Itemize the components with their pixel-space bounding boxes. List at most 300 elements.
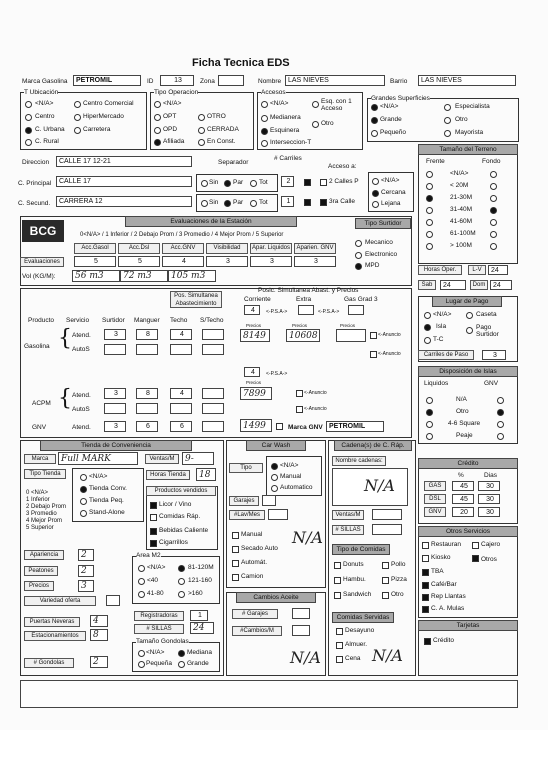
acpm-stecho-field[interactable]	[202, 388, 224, 399]
servida-check[interactable]	[336, 642, 343, 649]
gas-corriente-precio[interactable]: 8149	[240, 329, 270, 342]
acc-opt: Otro	[321, 120, 334, 127]
acpm-label: ACPM	[32, 400, 51, 407]
islas-liq-radio[interactable]	[426, 421, 433, 428]
carriles-paso-label: Carriles de Paso	[418, 350, 474, 360]
tienda-title: Tienda de Conveniencia	[40, 440, 192, 451]
op-radio[interactable]	[198, 139, 205, 146]
eval-value[interactable]: 3	[250, 256, 292, 267]
acceso-radio-lejana[interactable]	[372, 201, 379, 208]
gas-anuncio-check[interactable]	[370, 332, 377, 339]
acc-opt: Esq. con 1 Acceso	[321, 98, 352, 112]
gond-radio[interactable]	[138, 661, 145, 668]
gas-surtidor-field[interactable]: 3	[104, 329, 126, 340]
otros-check-tba[interactable]	[422, 569, 429, 576]
surt-radio-electronico[interactable]	[355, 252, 362, 259]
productos-title: Productos vendidos	[146, 486, 216, 496]
islas-opt: 4-6 Square	[448, 420, 481, 427]
cambios-mes-label: #Cambios/M	[232, 626, 282, 636]
comida-check[interactable]	[334, 577, 341, 584]
area-radio[interactable]	[178, 591, 185, 598]
cw-lavmes-label: #Lav/Mes	[229, 510, 265, 520]
sep-opt: Tot	[259, 179, 268, 186]
grandes-title: Grandes Superficies	[371, 95, 430, 102]
check-tercera[interactable]	[320, 199, 327, 206]
registradoras-field[interactable]: 1	[190, 610, 208, 621]
horas-tienda-field[interactable]: 18	[196, 468, 216, 481]
ubic-radio-na[interactable]	[25, 101, 32, 108]
cw-check[interactable]	[232, 532, 239, 539]
tienda-scale-item: 0 <N/A>	[26, 490, 49, 496]
fondo-radio[interactable]	[490, 183, 497, 190]
gas-autos-surt[interactable]	[104, 344, 126, 355]
ubic-radio-hiper[interactable]	[74, 114, 81, 121]
col-techo: Techo	[170, 317, 188, 324]
area-opt: 41-80	[147, 590, 164, 597]
posic-label: Posic. Simultanea Abast. y Precios	[258, 287, 359, 294]
corriente-label: Corriente	[244, 296, 271, 303]
otros-opt: Otros	[481, 556, 497, 563]
eval-header: Acc.Gasol	[74, 243, 116, 254]
op-radio[interactable]	[198, 127, 205, 134]
vol-field-1[interactable]: 56 m3	[72, 270, 120, 282]
op-radio[interactable]	[154, 101, 161, 108]
fondo-radio[interactable]	[490, 231, 497, 238]
acpm-autos-techo[interactable]	[170, 403, 192, 414]
gas-stecho-field[interactable]	[202, 329, 224, 340]
cw-garajes-label: Garajes	[229, 496, 259, 506]
cw-handwritten-na: N/A	[292, 528, 323, 547]
comida-opt: Donuts	[343, 561, 364, 568]
nombre-field[interactable]: LAS NIEVES	[285, 75, 385, 86]
gs-radio[interactable]	[371, 104, 378, 111]
gond-opt: Grande	[187, 660, 209, 667]
cambios-garajes-field[interactable]	[292, 608, 310, 619]
islas-gnv-radio[interactable]	[497, 397, 504, 404]
otros-check[interactable]	[422, 555, 429, 562]
gas-manguer-field[interactable]: 8	[136, 329, 158, 340]
prod-check-bebidas[interactable]	[150, 528, 157, 535]
gs-radio[interactable]	[444, 104, 451, 111]
bcg-logo: BCG	[22, 220, 64, 242]
page-title: Ficha Tecnica EDS	[192, 57, 290, 69]
carwash-title: Car Wash	[246, 440, 306, 451]
eval-value[interactable]: 5	[118, 256, 160, 267]
gas-g3-precio[interactable]	[336, 329, 366, 342]
marca-gnv-field[interactable]: PETROMIL	[326, 421, 384, 432]
gas-extra-pos-field[interactable]	[298, 305, 314, 315]
credito-pct-field[interactable]: 45	[452, 481, 474, 491]
sep-opt: Sin	[209, 199, 219, 206]
acc-radio[interactable]	[261, 140, 268, 147]
principal-field[interactable]: CALLE 17	[56, 176, 192, 187]
gond-radio-mediana[interactable]	[178, 650, 185, 657]
horas-oper-label: Horas Oper.	[418, 265, 462, 275]
islas-gnv-radio[interactable]	[497, 409, 504, 416]
sep1-radio-tot[interactable]	[250, 180, 257, 187]
sep-opt: Tot	[259, 199, 268, 206]
gnv-anuncio-check[interactable]	[276, 423, 283, 430]
gnv-techo-field[interactable]: 6	[170, 421, 192, 432]
credito-pct-field[interactable]: 20	[452, 507, 474, 517]
acpm-autos-mang[interactable]	[136, 403, 158, 414]
sep1-radio-sin[interactable]	[201, 180, 208, 187]
tienda-scale-item: 2 Debajo Prom	[26, 504, 67, 510]
ubic-radio-urbana[interactable]	[25, 127, 32, 134]
horas-tienda-label: Horas Tienda	[146, 470, 190, 480]
acceso-radio-na[interactable]	[372, 178, 379, 185]
cw-check-label: Manual	[241, 531, 263, 538]
frente-radio[interactable]	[426, 243, 433, 250]
direccion-field[interactable]: CALLE 17 12-21	[56, 156, 192, 167]
eval-row-label: Evaluaciones	[20, 257, 64, 267]
autos-label: AutoS	[72, 406, 90, 413]
estanc-field[interactable]: 8	[90, 629, 108, 641]
gas-pos-field[interactable]: 4	[244, 305, 260, 315]
liquidos-label: Liquidos	[424, 380, 449, 387]
gnv-label: GNV	[484, 380, 499, 387]
col-producto: Producto	[28, 317, 55, 324]
registradoras-label: Registradoras	[134, 611, 184, 621]
gs-radio[interactable]	[371, 130, 378, 137]
gs-radio[interactable]	[444, 117, 451, 124]
otros-check-llantas[interactable]	[422, 594, 429, 601]
peatones-label: Peatones	[24, 566, 58, 576]
credito-dias-field[interactable]: 30	[478, 494, 500, 504]
op-radio[interactable]	[198, 114, 205, 121]
anuncio-label: <-Anuncio	[378, 332, 401, 338]
cw-radio-manual[interactable]	[271, 474, 278, 481]
eval-value[interactable]: 4	[162, 256, 204, 267]
prod-check-cigarrillos[interactable]	[150, 540, 157, 547]
sep2-radio-par[interactable]	[224, 200, 231, 207]
eval-value[interactable]: 5	[74, 256, 116, 267]
acc-radio[interactable]	[312, 101, 319, 108]
check-tercera-a[interactable]	[304, 199, 311, 206]
peatones-field[interactable]: 2	[78, 565, 94, 577]
gas-g3-pos-field[interactable]	[348, 305, 364, 315]
tt-radio[interactable]	[80, 498, 87, 505]
gs-opt: Mayorista	[455, 129, 484, 136]
cw-check[interactable]	[232, 560, 239, 567]
tt-opt: <N/A>	[89, 473, 108, 480]
terreno-size-label: 21-30M	[450, 194, 473, 201]
fondo-radio[interactable]	[490, 207, 497, 214]
n-gondolas-field[interactable]: 2	[90, 656, 108, 668]
terreno-size-label: 61-100M	[450, 230, 476, 237]
gas-extra-precio[interactable]: 10608	[286, 329, 320, 342]
pago-radio[interactable]	[424, 312, 431, 319]
carriles-1-field[interactable]: 2	[281, 176, 294, 187]
fondo-label: Fondo	[482, 158, 501, 165]
fondo-radio[interactable]	[490, 243, 497, 250]
gs-opt: Pequeño	[380, 129, 407, 136]
ubic-radio-cc[interactable]	[74, 101, 81, 108]
tipo-surtidor-title: Tipo Surtidor	[355, 218, 411, 229]
precios-tienda-field[interactable]: 3	[78, 580, 94, 592]
op-radio[interactable]	[154, 127, 161, 134]
eval-header: Acc.Dsl	[118, 243, 160, 254]
acc-radio[interactable]	[261, 101, 268, 108]
comida-check[interactable]	[334, 592, 341, 599]
acpm-techo-field[interactable]: 4	[170, 388, 192, 399]
carriles-2-field[interactable]: 1	[281, 196, 294, 207]
acpm-autos-stecho[interactable]	[202, 403, 224, 414]
area-radio-81[interactable]	[178, 565, 185, 572]
gnv-precio[interactable]: 1499	[240, 419, 272, 432]
vol-label: Vol (KG/M):	[22, 273, 56, 280]
area-radio[interactable]	[138, 591, 145, 598]
col-surtidor: Surtidor	[102, 317, 125, 324]
cw-check[interactable]	[232, 546, 239, 553]
sab-field[interactable]: 24	[440, 280, 466, 290]
gond-opt: Pequeña	[146, 660, 173, 667]
acpm-anuncio-check-2[interactable]	[296, 406, 303, 413]
fondo-radio[interactable]	[490, 171, 497, 178]
surt-opt: Mecanico	[365, 239, 393, 246]
acpm-pos-field[interactable]: 4	[244, 367, 260, 377]
cw-radio-na[interactable]	[271, 463, 278, 470]
cadena-title: Cadena(s) de C. Ráp.	[334, 440, 412, 451]
pago-opt: Pago Surtidor	[476, 324, 499, 338]
tarjeta-credito-check[interactable]	[424, 638, 431, 645]
ubic-opt: Centro Comercial	[83, 100, 134, 107]
acc-radio-esquinera[interactable]	[261, 128, 268, 135]
acpm-surtidor-field[interactable]: 3	[104, 388, 126, 399]
islas-title: Disposición de Islas	[418, 366, 518, 377]
carriles-paso-field[interactable]: 3	[482, 350, 506, 360]
cw-check[interactable]	[232, 574, 239, 581]
pago-radio[interactable]	[466, 327, 473, 334]
islas-gnv-radio[interactable]	[497, 433, 504, 440]
servida-opt: Almuer.	[345, 641, 368, 648]
credito-pct-field[interactable]: 45	[452, 494, 474, 504]
tt-opt: Tienda Peq.	[89, 497, 124, 504]
apariencia-label: Apariencia	[24, 550, 64, 560]
sep2-radio-tot[interactable]	[250, 200, 257, 207]
tt-radio[interactable]	[80, 474, 87, 481]
anuncio-label: <-Anuncio	[304, 390, 327, 396]
col-servicio: Servicio	[66, 317, 90, 324]
atend-label: Atend.	[72, 332, 91, 339]
otros-check-otros[interactable]	[472, 555, 479, 562]
frente-radio[interactable]	[426, 171, 433, 178]
acceso-opt: <N/A>	[381, 177, 400, 184]
op-radio-afiliada[interactable]	[154, 139, 161, 146]
marca-field[interactable]: PETROMIL	[73, 75, 141, 86]
check-calles-p[interactable]	[320, 179, 327, 186]
frente-radio[interactable]	[426, 207, 433, 214]
calles-p-label: 2 Calles P	[329, 178, 359, 185]
area-opt: >160	[188, 590, 203, 597]
gond-radio[interactable]	[178, 661, 185, 668]
area-radio[interactable]	[178, 578, 185, 585]
servida-check[interactable]	[336, 628, 343, 635]
otros-opt: Rep Llantas	[431, 593, 466, 600]
terreno-size-label: 31-40M	[450, 206, 473, 213]
pago-radio[interactable]	[424, 337, 431, 344]
frente-radio[interactable]	[426, 219, 433, 226]
gas-anuncio-check-2[interactable]	[370, 351, 377, 358]
cw-tipo-label: Tipo	[229, 463, 263, 473]
psa-label: <-P.S.A->	[266, 371, 288, 377]
precios-label: Precios	[340, 323, 356, 328]
gond-opt: <N/A>	[146, 649, 165, 656]
tipo-operacion-title: Tipo Operacion	[154, 89, 199, 96]
op-radio[interactable]	[154, 114, 161, 121]
comidas-servidas-title: Comidas Servidas	[332, 612, 394, 623]
apariencia-field[interactable]: 2	[78, 549, 94, 561]
variedad-field[interactable]	[106, 595, 120, 606]
vol-field-2[interactable]: 72 m3	[120, 270, 168, 282]
credito-dias-field[interactable]: 30	[478, 507, 500, 517]
comida-check[interactable]	[382, 562, 389, 569]
marca-tienda-label: Marca	[24, 454, 56, 464]
atend-label: Atend.	[72, 424, 91, 431]
comida-opt: Pollo	[391, 561, 406, 568]
cw-garajes-field[interactable]	[262, 495, 276, 506]
lv-field[interactable]: 24	[488, 265, 508, 275]
acpm-manguer-field[interactable]: 8	[136, 388, 158, 399]
cambios-mes-field[interactable]	[292, 625, 310, 636]
islas-liq-radio[interactable]	[426, 409, 433, 416]
eval-value[interactable]: 3	[206, 256, 248, 267]
tt-radio[interactable]	[80, 510, 87, 517]
islas-gnv-radio[interactable]	[497, 421, 504, 428]
acceso-radio-cercana[interactable]	[372, 190, 379, 197]
fondo-radio[interactable]	[490, 195, 497, 202]
brace-gasolina: {	[58, 326, 72, 351]
surt-radio-mecanico[interactable]	[355, 240, 362, 247]
gas-autos-mang[interactable]	[136, 344, 158, 355]
vol-field-3[interactable]: 105 m3	[168, 270, 216, 282]
cadena-nombre-label: Nombre cadenas:	[332, 456, 386, 466]
otros-check-cafe[interactable]	[422, 582, 429, 589]
acpm-anuncio-check[interactable]	[296, 390, 303, 397]
cadena-sillas-field[interactable]	[372, 524, 402, 535]
tt-opt: Stand-Alone	[89, 509, 125, 516]
cw-check-label: Secado Auto	[241, 545, 278, 552]
grad3-label: Gas Grad 3	[344, 296, 378, 303]
cw-opt: <N/A>	[280, 462, 299, 469]
ubic-radio-carretera[interactable]	[74, 127, 81, 134]
acpm-precio[interactable]: 7899	[240, 387, 272, 400]
comida-check[interactable]	[382, 592, 389, 599]
otros-opt: TBA	[431, 568, 444, 575]
tienda-scale-item: 3 Promedio	[26, 511, 57, 517]
ventas-field[interactable]: 9-	[182, 452, 214, 465]
zona-field[interactable]	[218, 75, 244, 86]
gs-opt: Otro	[455, 116, 468, 123]
gnv-surtidor-field[interactable]: 3	[104, 421, 126, 432]
acc-radio[interactable]	[312, 121, 319, 128]
credito-row-label: GNV	[424, 507, 446, 517]
gs-radio[interactable]	[444, 130, 451, 137]
ubic-opt: <N/A>	[35, 100, 54, 107]
pago-opt: <N/A>	[433, 311, 452, 318]
area-radio[interactable]	[138, 578, 145, 585]
n-gondolas-label: # Gondolas	[24, 658, 74, 668]
cw-lavmes-field[interactable]	[268, 509, 288, 520]
sep1-radio-par[interactable]	[224, 180, 231, 187]
gas-techo-field[interactable]: 4	[170, 329, 192, 340]
terreno-size-label: < 20M	[450, 182, 469, 189]
credito-row-label: GAS	[424, 481, 446, 491]
gas-autos-techo[interactable]	[170, 344, 192, 355]
tt-radio-conv[interactable]	[80, 486, 87, 493]
frente-radio[interactable]	[426, 183, 433, 190]
area-title: Area M2	[136, 552, 161, 559]
terreno-size-label: 41-60M	[450, 218, 473, 225]
islas-liq-radio[interactable]	[426, 433, 433, 440]
barrio-field[interactable]: LAS NIEVES	[418, 75, 516, 86]
ubic-radio-rural[interactable]	[25, 139, 32, 146]
comida-opt: Sandwich	[343, 591, 372, 598]
fondo-radio[interactable]	[490, 219, 497, 226]
ubic-radio-centro[interactable]	[25, 114, 32, 121]
islas-opt: Peaje	[456, 432, 473, 439]
evaluaciones-title: Evaluaciones de la Estación	[125, 216, 297, 227]
gs-radio-grande[interactable]	[371, 117, 378, 124]
cw-radio-auto[interactable]	[271, 485, 278, 492]
comida-check[interactable]	[382, 577, 389, 584]
sillas-tienda-field[interactable]: 24	[190, 622, 214, 634]
pago-radio[interactable]	[466, 312, 473, 319]
puertas-field[interactable]: 4	[90, 615, 108, 627]
acc-radio[interactable]	[261, 115, 268, 122]
islas-liq-radio[interactable]	[426, 397, 433, 404]
frente-radio[interactable]	[426, 231, 433, 238]
surt-opt: Electronico	[365, 251, 398, 258]
surt-radio-mpd[interactable]	[355, 263, 362, 270]
otros-check[interactable]	[422, 542, 429, 549]
op-opt: <N/A>	[163, 100, 182, 107]
prod-check-licor[interactable]	[150, 502, 157, 509]
marca-tienda-field[interactable]: Full MARK	[58, 452, 138, 465]
pago-radio-isla[interactable]	[424, 324, 431, 331]
acpm-autos-surt[interactable]	[104, 403, 126, 414]
otros-check-mulas[interactable]	[422, 606, 429, 613]
eval-header: Aparien. GNV	[294, 243, 336, 254]
op-opt: Afiliada	[163, 138, 185, 145]
sep2-radio-sin[interactable]	[201, 200, 208, 207]
area-opt: 81-120M	[188, 564, 214, 571]
gas-autos-stecho[interactable]	[202, 344, 224, 355]
secund-field[interactable]: CARRERA 12	[56, 196, 192, 207]
gond-radio[interactable]	[138, 650, 145, 657]
comida-check[interactable]	[334, 562, 341, 569]
area-radio[interactable]	[138, 565, 145, 572]
carriles-label: # Carriles	[274, 155, 302, 162]
sep-opt: Sin	[209, 179, 219, 186]
cadena-ventas-field[interactable]	[372, 509, 402, 520]
otros-opt: C. A. Mulas	[431, 605, 465, 612]
gnv-stecho-field[interactable]	[202, 421, 224, 432]
dom-field[interactable]: 24	[490, 280, 512, 290]
eval-value[interactable]: 3	[294, 256, 336, 267]
notes-box[interactable]	[20, 680, 518, 708]
servida-check[interactable]	[336, 656, 343, 663]
precios-tienda-label: Precios	[24, 581, 54, 591]
gnv-manguer-field[interactable]: 6	[136, 421, 158, 432]
id-field[interactable]: 13	[160, 75, 194, 86]
cw-opt: Automatico	[280, 484, 313, 491]
credito-dias-field[interactable]: 30	[478, 481, 500, 491]
otros-check[interactable]	[472, 542, 479, 549]
frente-radio[interactable]	[426, 195, 433, 202]
prod-check-comidas[interactable]	[150, 514, 157, 521]
check-calles-p-a[interactable]	[304, 179, 311, 186]
